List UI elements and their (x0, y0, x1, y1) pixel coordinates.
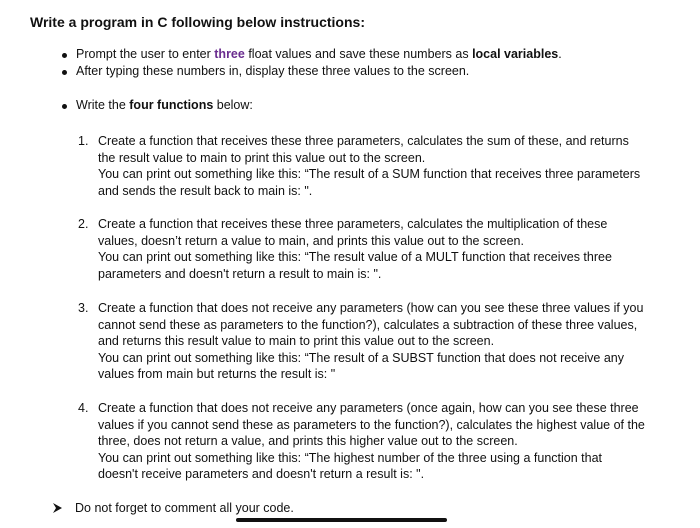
item-line: three, does not return a value, and prints this higher value out to the screen. (98, 434, 518, 448)
numbered-item-4 (78, 400, 678, 483)
highlight-text: three (214, 47, 245, 61)
bullet-item-display-values (76, 63, 469, 79)
bullet-text: . (558, 47, 562, 61)
item-line: parameters and doesn't return a result to main is: ". (98, 266, 382, 281)
footer-note: Do not forget to comment all your code. (75, 501, 294, 515)
item-number: 2. (78, 217, 89, 231)
bullet-dot (62, 104, 67, 109)
item-line: values from main but returns the result is: " (98, 367, 336, 381)
item-line: the result value to main to print this value out to the screen. (98, 150, 426, 165)
item-line: Create a function that receives these three parameters, calculates the sum of these, and returns (98, 134, 629, 148)
item-line: You can print out something like this: “The highest number of the three using a function that (98, 450, 603, 465)
bullet-text: Prompt the user to enter (76, 47, 215, 61)
item-line: You can print out something like this: “The result of a SUBST function that does not receive any (98, 350, 624, 365)
item-number: 3. (78, 301, 89, 315)
item-line: values, doesn’t return a value to main, and prints this value out to the screen. (98, 233, 524, 248)
item-number: 1. (78, 134, 89, 148)
numbered-item-1 (78, 133, 678, 199)
bullet-item-four-functions (76, 97, 253, 113)
bullet-dot (62, 70, 67, 75)
item-line: values if you cannot send these as parameters to the function?), calculates the highest value of the (98, 417, 645, 432)
bold-text: local variables (472, 47, 559, 61)
item-line: and returns this result value to main to print this value out to the screen. (98, 334, 495, 348)
item-line: You can print out something like this: “The result value of a MULT function that receives three (98, 250, 612, 264)
arrow-bullet-icon (52, 502, 64, 514)
item-line: Create a function that does not receive any parameters (once again, how can you see these three (98, 401, 639, 415)
bottom-divider (236, 518, 447, 522)
bullet-text: After typing these numbers in, display these three values to the screen. (76, 64, 470, 78)
numbered-item-3 (78, 300, 678, 383)
item-line: Create a function that does not receive any parameters (how can you see these three values if you (98, 301, 644, 315)
bold-text: four functions (129, 98, 214, 112)
item-line: and sends the result back to main is: ". (98, 183, 313, 198)
page-title: Write a program in C following below instructions: (30, 14, 365, 30)
item-line: Create a function that receives these three parameters, calculates the multiplication of these (98, 217, 608, 231)
item-number: 4. (78, 401, 89, 415)
bullet-item-local-variables (76, 46, 562, 62)
numbered-item-2 (78, 216, 678, 282)
bullet-text: below: (213, 98, 253, 112)
item-line: doesn't receive parameters and doesn't return a result is: ". (98, 467, 425, 481)
bullet-text: Write the (76, 98, 130, 112)
bullet-dot (62, 53, 67, 58)
bullet-text: float values and save these numbers as (244, 47, 473, 61)
item-line: cannot send these as parameters to the function?), calculates a subtraction of these three values, (98, 317, 638, 332)
item-line: You can print out something like this: “The result of a SUM function that receives three parameters (98, 167, 641, 181)
